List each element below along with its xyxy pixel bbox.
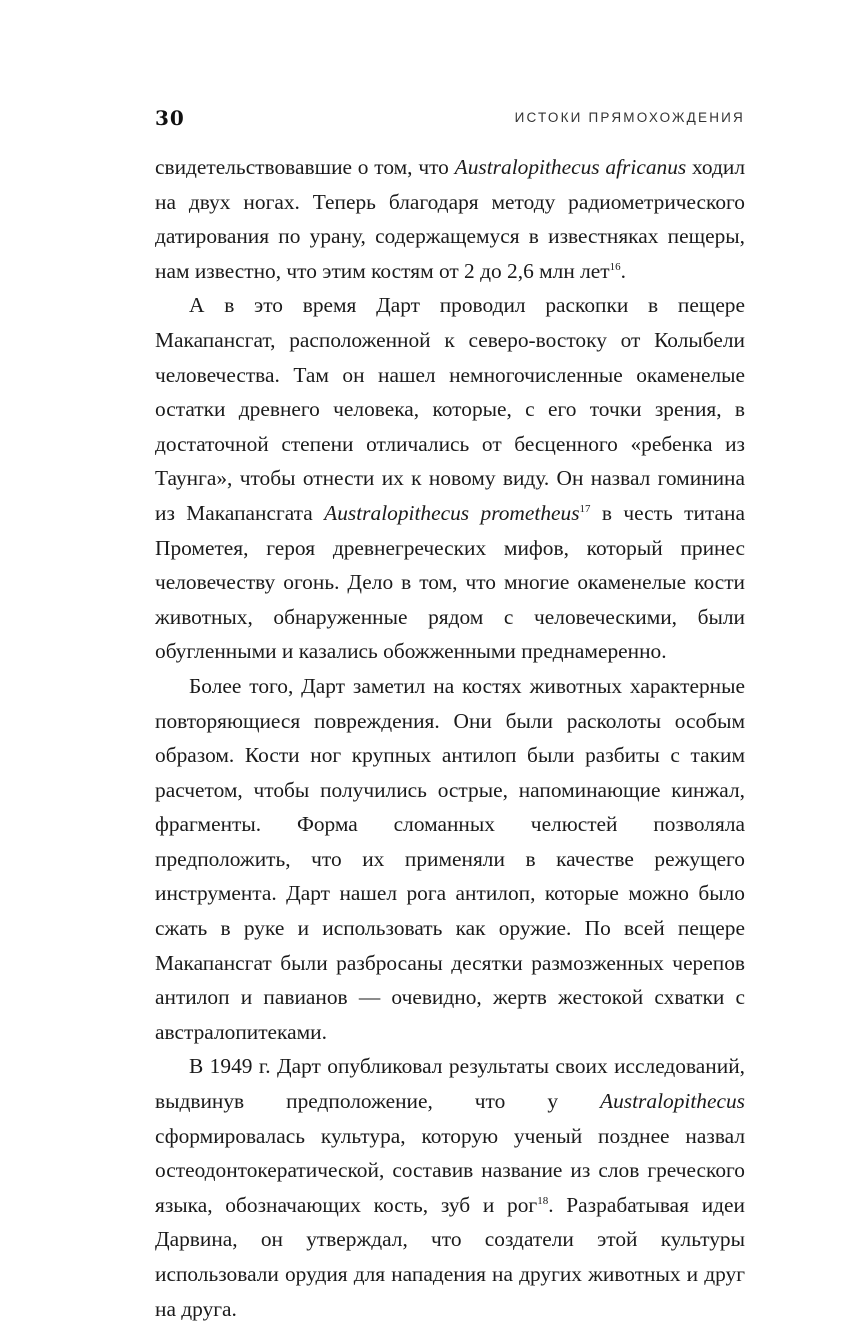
footnote-ref: 16 [609,260,621,273]
text-run: В 1949 г. Дарт опубликовал результаты своих исследований, выдвинув предположение, что у [155,1054,745,1114]
footnote-ref: 17 [579,502,591,515]
text-run: в честь титана Прометея, героя древнегреческих мифов, который принес человечеству огонь. Дело в том, что многие окаменелые кости животных, обнаруженные рядом с человеческими, были обугленными и казались обожженными преднамеренно. [155,500,745,664]
paragraph [155,1049,745,1326]
text-run: . Разрабатывая идеи Дарвина, он утверждал, что создатели этой культуры использовали орудия для нападения на других животных и друг на друга. [155,1192,745,1321]
text-run: . [620,258,626,283]
body-text [155,150,745,1326]
text-run: А в это время Дарт проводил раскопки в пещере Макапансгат, расположенной к северо-востоку от Колыбели человечества. Там он нашел немногочисленные окаменелые остатки древнего человека, которые, с его точки зрения, в достаточной степени отличались от бесценного «ребенка из Таунга», чтобы отнести их к новому виду. Он назвал гоминина из Макапансгата [155,293,745,525]
text-run: сформировалась культура, которую ученый позднее назвал остеодонтокератической, составив название из слов греческого языка, обозначающих кость, зуб и рог [155,1123,745,1217]
running-head [155,103,745,133]
page-number: 30 [155,106,185,130]
text-run: ходил на двух ногах. Теперь благодаря методу радиометрического датирования по урану, содержащемуся в известняках пещеры, нам известно, что этим костям от 2 до 2,6 млн лет [155,155,745,283]
footnote-ref: 18 [537,1194,549,1207]
section-title: ИСТОКИ ПРЯМОХОЖДЕНИЯ [514,110,745,125]
text-run: свидетельствовавшие о том, что [155,155,455,179]
paragraph [155,150,745,288]
text-run: Более того, Дарт заметил на костях животных характерные повторяющиеся повреждения. Они были расколоты особым образом. Кости ног крупных антилоп были разбиты с таким расчетом, чтобы получились острые, напоминающие кинжал, фрагменты. Форма сломанных челюстей позволяла предположить, что их применяли в качестве режущего инструмента. Дарт нашел рога антилоп, которые можно было сжать в руке и использовать как оружие. По всей пещере Макапансгат были разбросаны десятки размозженных черепов антилоп и павианов — очевидно, жертв жестокой схватки с австралопитеками. [155,673,745,1044]
paragraph [155,669,745,1050]
paragraph [155,288,745,669]
species-name-italic: Australopithecus [600,1089,745,1114]
species-name-italic: Australopithecus africanus [454,155,687,179]
species-name-italic: Australopithecus prometheus [324,500,580,525]
